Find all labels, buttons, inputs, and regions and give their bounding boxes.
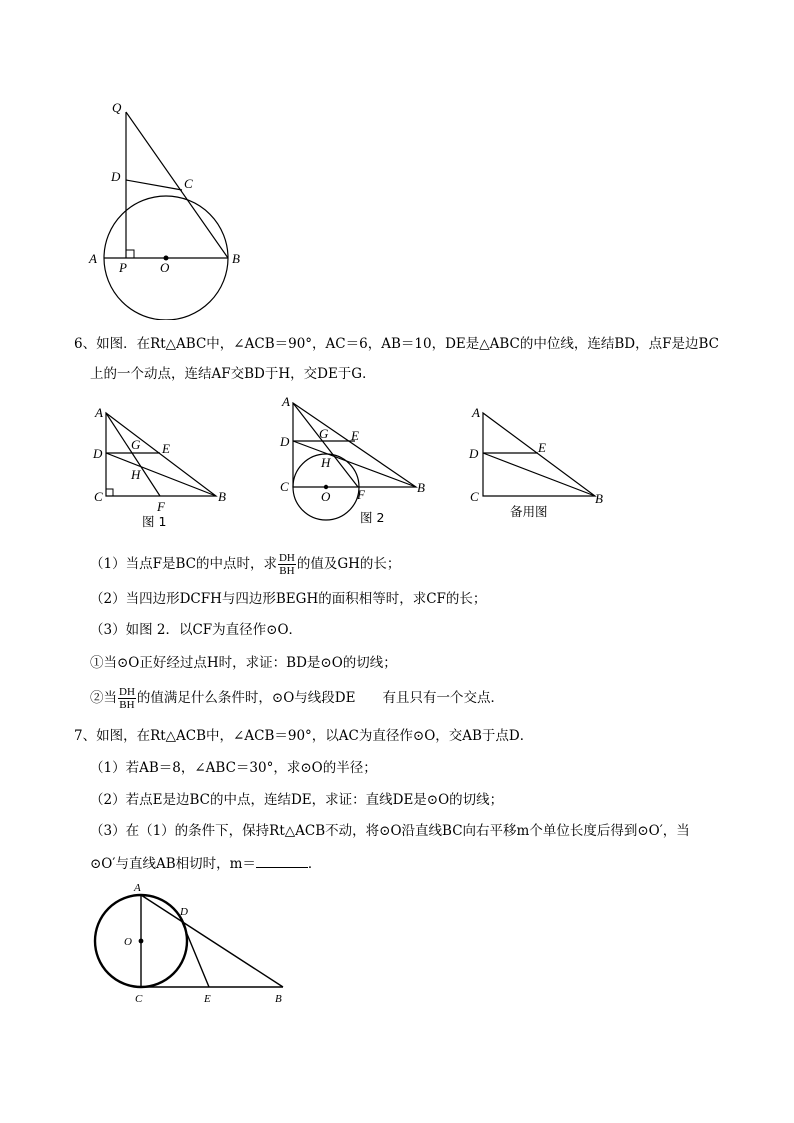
fig1-af <box>106 413 160 496</box>
label-p: P <box>119 260 127 275</box>
q6-stem-line2: 上的一个动点，连结AF交BD于H，交DE于G． <box>90 366 376 382</box>
q7-figure-svg <box>0 875 794 1015</box>
q6-part1-a: （1）当点F是BC的中点时，求 <box>90 556 277 572</box>
q7-part1: （1）若AB＝8，∠ABC＝30°，求⊙O的半径； <box>90 760 377 776</box>
fig1-bd <box>106 453 216 496</box>
fig3-label-c: C <box>470 489 479 504</box>
q6-part3: （3）如图 2．以CF为直径作⊙O． <box>90 622 303 638</box>
q7-label-a: A <box>134 882 141 894</box>
q7-label-d: D <box>180 906 188 918</box>
fraction-numerator: DH <box>278 552 295 564</box>
segment-dc <box>126 180 182 190</box>
q6-part1-b: 的值及GH的长； <box>296 556 401 572</box>
q7-part3-line2-b: ． <box>307 856 322 872</box>
fig2-triangle <box>293 403 416 487</box>
q7-hypotenuse-ab <box>141 895 283 987</box>
fig2-label-d: D <box>280 434 290 449</box>
q6-figure-1 <box>92 405 226 514</box>
answer-blank-m[interactable] <box>256 853 308 868</box>
q7-segment-de <box>180 917 209 987</box>
fraction-denominator: BH <box>279 565 295 577</box>
q6-figures <box>0 395 794 535</box>
q7-stem: 7、如图，在Rt△ACB中，∠ACB＝90°，以AC为直径作⊙O，交AB于点D． <box>74 728 534 744</box>
fig2-label-b: B <box>417 480 425 495</box>
fig1-label-h: H <box>131 467 141 482</box>
q6-part3-2 <box>90 682 504 714</box>
label-c: C <box>184 176 193 191</box>
fig2-label-o: O <box>321 489 331 504</box>
fraction-denominator-2: BH <box>119 699 135 711</box>
fig1-label-f: F <box>157 499 165 514</box>
q6-part3-2-b: 的值满足什么条件时，⊙O与线段DE 有且只有一个交点． <box>136 690 504 706</box>
fig3-bd <box>483 453 595 496</box>
q7-part3-line2 <box>90 853 321 874</box>
label-o: O <box>160 260 170 275</box>
q7-label-c: C <box>135 993 143 1005</box>
fig3-label-a: A <box>472 405 480 420</box>
q6-part3-2-a: ②当 <box>90 690 117 706</box>
fig2-label-g: G <box>319 426 329 441</box>
fig2-label-h: H <box>321 455 331 470</box>
fig2-caption: 图 2 <box>360 510 385 525</box>
fig3-label-e: E <box>538 440 546 455</box>
label-q: Q <box>112 100 122 115</box>
q6-part3-1: ①当⊙O正好经过点H时，求证：BD是⊙O的切线； <box>90 655 397 671</box>
q7-part2: （2）若点E是边BC的中点，连结DE，求证：直线DE是⊙O的切线； <box>90 792 504 808</box>
fraction-dh-bh-2 <box>118 686 136 711</box>
figure-top <box>0 0 794 320</box>
q7-figure <box>0 875 794 1015</box>
label-a: A <box>89 251 97 266</box>
fig3-label-b: B <box>595 491 603 506</box>
label-b: B <box>232 251 240 266</box>
q6-stem-line1: 6、如图．在Rt△ABC中，∠ACB＝90°，AC＝6，AB＝10，DE是△ABC的中位线，连结BD，点F是边BC <box>74 336 719 352</box>
segment-qb <box>126 112 228 258</box>
q6-part1 <box>90 548 400 580</box>
fig1-label-d: D <box>93 446 103 461</box>
fig1-triangle <box>106 413 216 496</box>
fig1-label-g: G <box>131 437 141 452</box>
q7-label-e: E <box>204 993 211 1005</box>
fig3-label-d: D <box>469 446 479 461</box>
fig1-label-a: A <box>95 405 103 420</box>
label-d: D <box>111 169 121 184</box>
fig2-label-e: E <box>351 428 359 443</box>
fig1-label-e: E <box>162 441 170 456</box>
fig1-right-angle <box>106 489 113 496</box>
fraction-numerator-2: DH <box>119 686 135 698</box>
q7-center-dot <box>139 939 144 944</box>
q6-figure-2 <box>279 395 425 520</box>
right-angle-mark <box>126 250 134 258</box>
q6-figure-spare <box>468 405 603 506</box>
fig1-caption: 图 1 <box>142 514 167 529</box>
fig2-label-f: F <box>357 487 365 502</box>
fig1-label-c: C <box>94 489 103 504</box>
q7-label-b: B <box>275 993 282 1005</box>
fig2-label-c: C <box>280 479 289 494</box>
q6-part2: （2）当四边形DCFH与四边形BEGH的面积相等时，求CF的长； <box>90 591 487 607</box>
fig2-bd <box>293 441 416 487</box>
fig2-label-a: A <box>282 395 290 409</box>
fig1-label-b: B <box>218 489 226 504</box>
q7-part3-line1: （3）在（1）的条件下，保持Rt△ACB不动，将⊙O沿直线BC向右平移m个单位长度后得到⊙O′，当 <box>90 823 690 839</box>
q7-label-o: O <box>124 936 132 948</box>
fraction-dh-bh <box>278 552 296 577</box>
q6-figures-svg <box>0 395 794 535</box>
q7-part3-line2-a: ⊙O′与直线AB相切时，m＝ <box>90 856 256 872</box>
fig3-caption: 备用图 <box>510 504 548 519</box>
figure-top-svg <box>0 0 794 320</box>
